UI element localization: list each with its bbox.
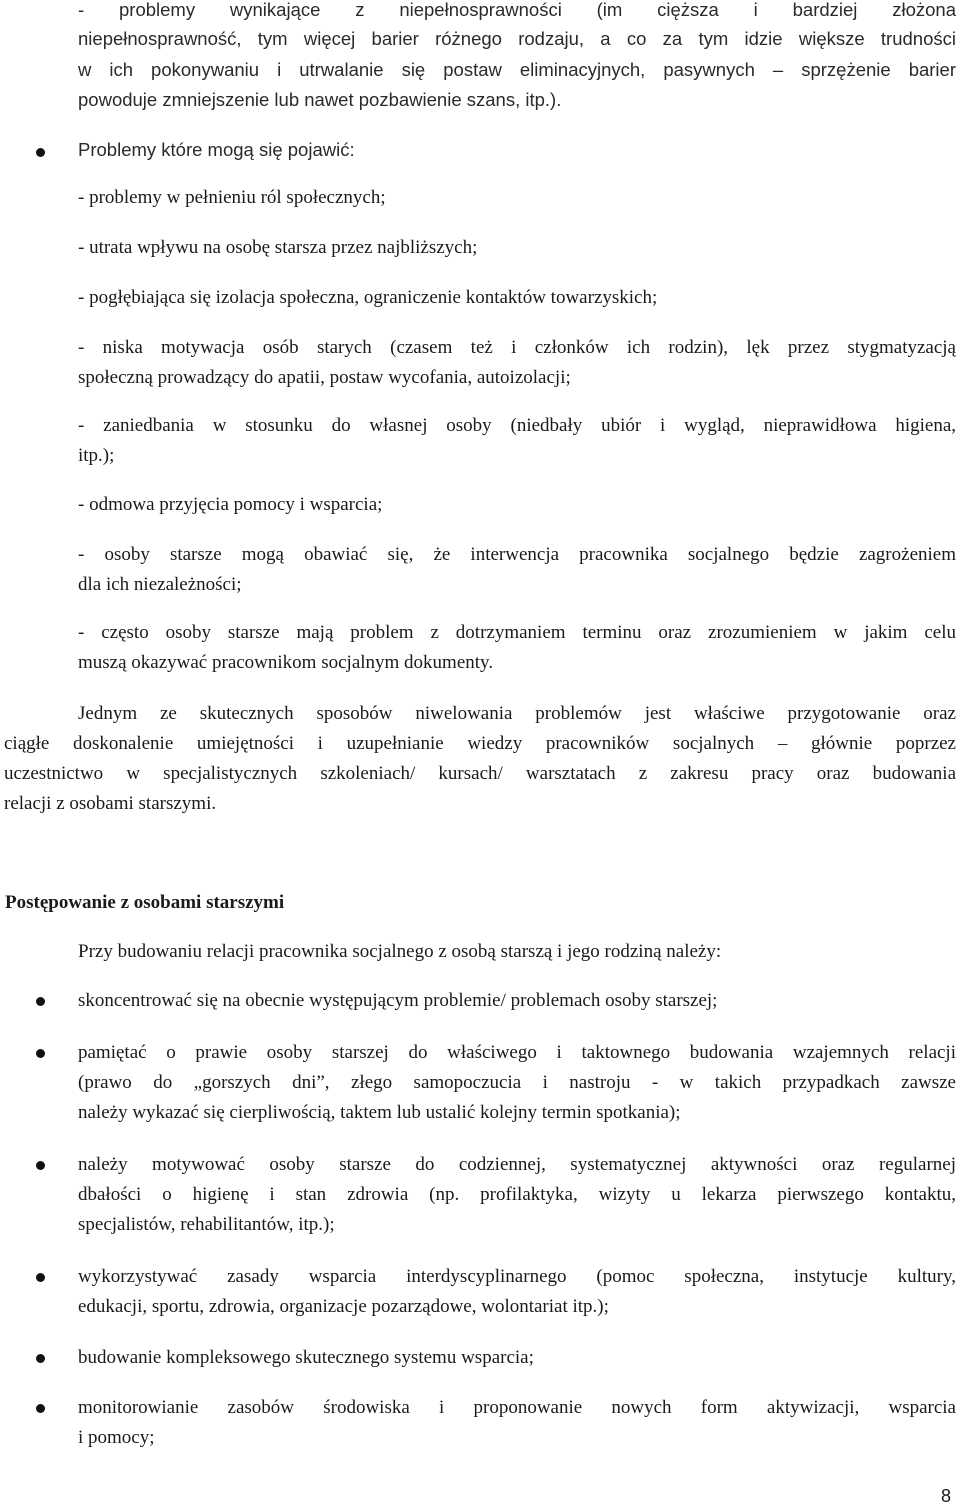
problem-item: społeczną prowadzący do apatii, postaw wycofania, autoizolacji; [78, 367, 571, 388]
problem-item: muszą okazywać pracownikom socjalnym dokumenty. [78, 652, 494, 673]
section-bullet-line: skoncentrować się na obecnie występującym problemie/ problemach osoby starszej; [78, 990, 718, 1011]
summary-line: relacji z osobami starszymi. [4, 793, 217, 814]
section-bullet-line: i pomocy; [78, 1427, 155, 1448]
problem-item: dla ich niezależności; [78, 574, 242, 595]
section-heading: Postępowanie z osobami starszymi [5, 892, 285, 913]
intro-line: niepełnosprawność, tym więcej barier różnego rodzaju, a co za tym idzie większe trudności [78, 28, 956, 49]
problem-item: - odmowa przyjęcia pomocy i wsparcia; [78, 494, 383, 515]
problem-item: - zaniedbania w stosunku do własnej osoby (niedbały ubiór i wygląd, nieprawidłowa higiena, [78, 415, 956, 436]
bullet-icon [36, 1404, 45, 1413]
problem-item: - osoby starsze mogą obawiać się, że interwencja pracownika socjalnego będzie zagrożeniem [78, 544, 956, 565]
section-bullet-line: należy wykazać się cierpliwością, taktem lub ustalić kolejny termin spotkania); [78, 1102, 681, 1123]
page-number: 8 [941, 1486, 952, 1506]
bullet-icon [36, 1273, 45, 1282]
section-bullet-line: pamiętać o prawie osoby starszej do właściwego i taktownego budowania wzajemnych relacji [78, 1042, 956, 1063]
intro-line: w ich pokonywaniu i utrwalanie się postaw eliminacyjnych, pasywnych – sprzężenie barier [78, 59, 956, 80]
problem-item: - pogłębiająca się izolacja społeczna, ograniczenie kontaktów towarzyskich; [78, 287, 658, 308]
problems-header: Problemy które mogą się pojawić: [78, 139, 355, 160]
problem-item: itp.); [78, 445, 115, 466]
bullet-icon [36, 1049, 45, 1058]
bullet-icon [36, 1354, 45, 1363]
problem-item: - często osoby starsze mają problem z dotrzymaniem terminu oraz zrozumieniem w jakim celu [78, 622, 956, 643]
problem-item: - niska motywacja osób starych (czasem też i członków ich rodzin), lęk przez stygmatyzacją [78, 337, 956, 358]
summary-line: uczestnictwo w specjalistycznych szkoleniach/ kursach/ warsztatach z zakresu pracy oraz budowania [4, 763, 956, 784]
section-intro: Przy budowaniu relacji pracownika socjalnego z osobą starszą i jego rodziną należy: [78, 941, 722, 962]
section-bullet-line: dbałości o higienę i stan zdrowia (np. profilaktyka, wizyty u lekarza pierwszego kontaktu, [78, 1184, 956, 1205]
problem-item: - utrata wpływu na osobę starsza przez najbliższych; [78, 237, 478, 258]
summary-line: Jednym ze skutecznych sposobów niwelowania problemów jest właściwe przygotowanie oraz [78, 703, 956, 724]
summary-line: ciągłe doskonalenie umiejętności i uzupełnianie wiedzy pracowników socjalnych – głównie poprzez [4, 733, 956, 754]
section-bullet-line: należy motywować osoby starsze do codziennej, systematycznej aktywności oraz regularnej [78, 1154, 956, 1175]
intro-line: powoduje zmniejszenie lub nawet pozbawienie szans, itp.). [78, 89, 562, 110]
section-bullet-line: edukacji, sportu, zdrowia, organizacje pozarządowe, wolontariat itp.); [78, 1296, 609, 1317]
section-bullet-line: monitorowianie zasobów środowiska i proponowanie nowych form aktywizacji, wsparcia [78, 1397, 956, 1418]
problem-item: - problemy w pełnieniu ról społecznych; [78, 187, 386, 208]
section-bullet-line: specjalistów, rehabilitantów, itp.); [78, 1214, 335, 1235]
section-bullet-line: budowanie kompleksowego skutecznego systemu wsparcia; [78, 1347, 534, 1368]
section-bullet-line: (prawo do „gorszych dni”, złego samopoczucia i nastroju - w takich przypadkach zawsze [78, 1072, 956, 1093]
bullet-icon [36, 997, 45, 1006]
bullet-icon [36, 148, 45, 157]
intro-line: - problemy wynikające z niepełnosprawności (im cięższa i bardziej złożona [78, 0, 956, 20]
section-bullet-line: wykorzystywać zasady wsparcia interdyscyplinarnego (pomoc społeczna, instytucje kultury, [78, 1266, 956, 1287]
bullet-icon [36, 1161, 45, 1170]
